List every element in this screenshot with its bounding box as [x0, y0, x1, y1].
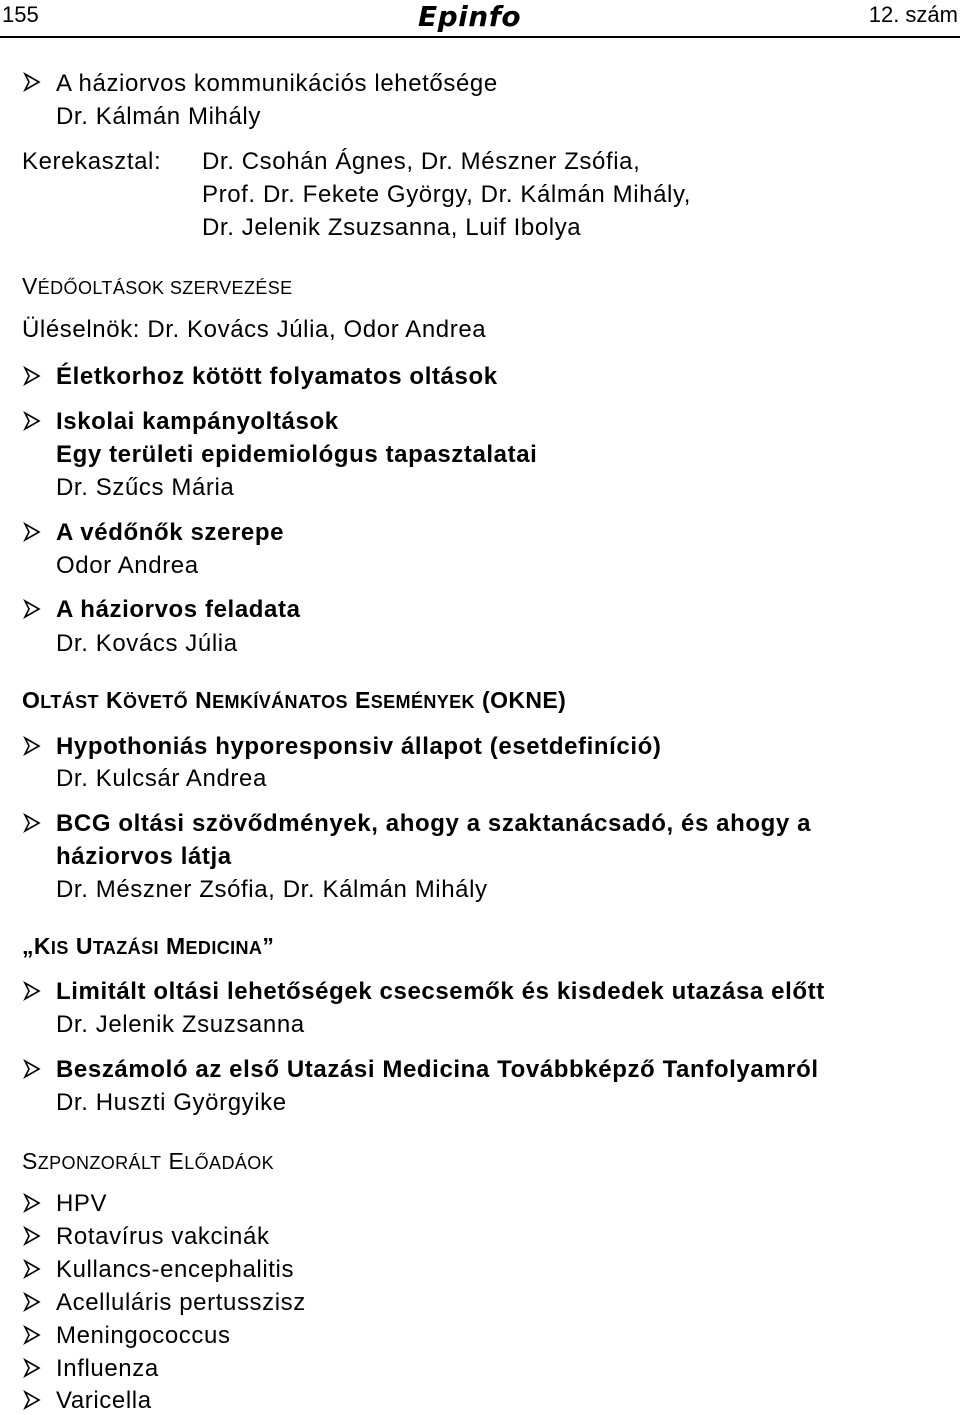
header-rule	[0, 36, 960, 38]
talk-speaker: Dr. Mészner Zsófia, Dr. Kálmán Mihály	[56, 876, 488, 903]
talk-title: Hypothoniás hyporesponsiv állapot (esetdefiníció)	[56, 733, 662, 760]
talk-speaker: Dr. Kálmán Mihály	[56, 103, 261, 130]
talk-speaker: Dr. Huszti Györgyike	[56, 1089, 287, 1116]
talk-title: A háziorvos feladata	[56, 596, 301, 623]
bullet-arrow-icon	[22, 981, 44, 1003]
talk-title: A háziorvos kommunikációs lehetősége	[56, 70, 498, 97]
section-heading-vedooltasok: VÉDŐOLTÁSOK SZERVEZÉSE	[22, 273, 293, 299]
bullet-arrow-icon	[22, 411, 44, 433]
talk-speaker: Odor Andrea	[56, 552, 199, 579]
bullet-arrow-icon	[22, 599, 44, 621]
issue-number: 12. szám	[868, 2, 958, 27]
bullet-arrow-icon	[22, 366, 44, 388]
roundtable-line-1: Dr. Csohán Ágnes, Dr. Mészner Zsófia,	[202, 148, 641, 175]
bullet-arrow-icon	[22, 1292, 44, 1314]
talk-title: Beszámoló az első Utazási Medicina Továbbképző Tanfolyamról	[56, 1056, 819, 1083]
roundtable-label: Kerekasztal:	[22, 148, 162, 175]
bullet-arrow-icon	[22, 1059, 44, 1081]
bullet-arrow-icon	[22, 813, 44, 835]
talk-title: Iskolai kampányoltások	[56, 408, 339, 435]
bullet-arrow-icon	[22, 1226, 44, 1248]
talk-speaker: Dr. Kulcsár Andrea	[56, 765, 267, 792]
talk-speaker: Dr. Kovács Júlia	[56, 630, 238, 657]
bullet-arrow-icon	[22, 1193, 44, 1215]
brand-logo: Epinfo	[418, 0, 522, 33]
sponsored-item: Meningococcus	[56, 1322, 231, 1349]
talk-title: Életkorhoz kötött folyamatos oltások	[56, 363, 498, 390]
bullet-arrow-icon	[22, 72, 44, 94]
section-heading-okne: OLTÁST KÖVETŐ NEMKÍVÁNATOS ESEMÉNYEK (OKNE)	[22, 687, 567, 713]
bullet-arrow-icon	[22, 522, 44, 544]
section-heading-szponzoralt: SZPONZORÁLT ELŐADÁOK	[22, 1148, 275, 1174]
bullet-arrow-icon	[22, 1325, 44, 1347]
talk-title: A védőnők szerepe	[56, 519, 285, 546]
sponsored-item: Influenza	[56, 1355, 159, 1382]
section-heading-utazasi: „KIS UTAZÁSI MEDICINA”	[22, 933, 275, 959]
roundtable-line-2: Prof. Dr. Fekete György, Dr. Kálmán Mihály,	[202, 181, 692, 208]
talk-speaker: Dr. Jelenik Zsuzsanna	[56, 1011, 305, 1038]
bullet-arrow-icon	[22, 736, 44, 758]
talk-title-continued: háziorvos látja	[56, 843, 232, 870]
sponsored-item: Varicella	[56, 1387, 152, 1414]
sponsored-item: Acelluláris pertusszisz	[56, 1289, 306, 1316]
page-number: 155	[2, 2, 39, 27]
bullet-arrow-icon	[22, 1259, 44, 1281]
talk-speaker: Dr. Szűcs Mária	[56, 474, 235, 501]
sponsored-item: Kullancs-encephalitis	[56, 1256, 295, 1283]
bullet-arrow-icon	[22, 1390, 44, 1412]
session-chair: Üléselnök: Dr. Kovács Júlia, Odor Andrea	[22, 316, 487, 343]
talk-title: Limitált oltási lehetőségek csecsemők és kisdedek utazása előtt	[56, 978, 825, 1005]
roundtable-line-3: Dr. Jelenik Zsuzsanna, Luif Ibolya	[202, 214, 582, 241]
sponsored-item: HPV	[56, 1190, 108, 1217]
bullet-arrow-icon	[22, 1358, 44, 1380]
talk-title: BCG oltási szövődmények, ahogy a szaktanácsadó, és ahogy a	[56, 810, 812, 837]
sponsored-item: Rotavírus vakcinák	[56, 1223, 270, 1250]
talk-subtitle: Egy területi epidemiológus tapasztalatai	[56, 441, 538, 468]
